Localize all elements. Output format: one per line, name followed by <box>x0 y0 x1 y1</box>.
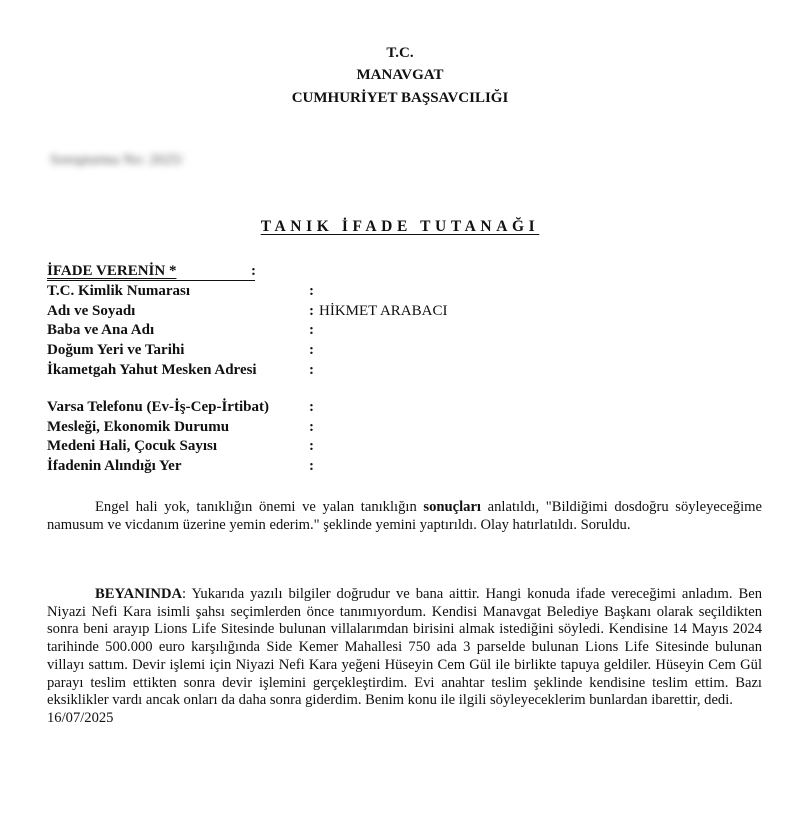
phone-label: Varsa Telefonu (Ev-İş-Cep-İrtibat) <box>47 398 269 415</box>
birth-colon: : <box>309 342 314 359</box>
oath-text-2: anlatıldı, "Bildiğimi dosdoğru söyleyeceğime namusum ve vicdanım üzerine yemin ederim." şeklinde yemini yaptırıldı. Olay hatırlatıldı. Soruldu. <box>47 499 762 533</box>
giver-underline <box>47 280 255 281</box>
address-colon: : <box>309 361 314 378</box>
statement-body: : Yukarıda yazılı bilgiler doğrudur ve bana aittir. Hangi konuda ifade vereceğimi anladım. Ben Niyazi Nefi Kara isimli şahsı seçimlerden önce tanımıyordum. Kendisi Manavgat Belediye Başkanı olarak seçildikten sonra beni arayıp Lions Life Sitesinde bulunan villalarımdan birisini almak istediğini söyledi. Kendisine 14 Mayıs 2024 tarihinde 500.000 euro karşılığında Side Kemer Mahallesi 750 ada 3 parselde bulunan Lions Life Sitesinde bulunan villayı sattım. Devir işlemi için Niyazi Nefi Kara yeğeni Hüseyin Cem Gül ile birlikte tapuya geldiler. Hüseyin Cem Gül parayı teslim ettikten sonra devir işlemini gerçekleştirdim. Evi anahtar teslim şeklinde kendisine teslim ettim. Bazı eksiklikler vardı ancak onları da daha sonra giderdim. Benim konu ile ilgili söyleyeceklerim bunlardan ibarettir, dedi. <box>47 586 762 709</box>
statement-heading: BEYANINDA <box>95 586 183 602</box>
birth-label: Doğum Yeri ve Tarihi <box>47 342 185 359</box>
oath-text-bold: sonuçları <box>423 499 481 515</box>
job-colon: : <box>309 418 314 435</box>
statement-paragraph <box>47 586 762 728</box>
name-label: Adı ve Soyadı <box>47 302 136 319</box>
header-office: CUMHURİYET BAŞSAVCILIĞI <box>291 90 509 106</box>
document-title <box>0 218 800 236</box>
parents-label: Baba ve Ana Adı <box>47 322 155 339</box>
address-label: İkametgah Yahut Mesken Adresi <box>47 361 257 378</box>
phone-colon: : <box>309 398 314 415</box>
name-colon: : <box>309 302 314 319</box>
marital-label: Medeni Hali, Çocuk Sayısı <box>47 438 218 455</box>
tc-label: T.C. Kimlik Numarası <box>47 282 191 299</box>
statement-date: 16/07/2025 <box>47 709 114 726</box>
header-tc: T.C. <box>386 45 414 61</box>
tc-colon: : <box>309 282 314 299</box>
place-colon: : <box>309 458 314 475</box>
blurred-reference-number: Soruşturma No: 2025/ <box>50 152 184 168</box>
name-value: HİKMET ARABACI <box>319 302 448 319</box>
oath-paragraph <box>47 499 762 534</box>
giver-colon: : <box>251 263 256 279</box>
place-label: İfadenin Alındığı Yer <box>47 458 182 475</box>
oath-text-1: Engel hali yok, tanıklığın önemi ve yalan tanıklığın <box>95 499 424 515</box>
document-title-text: TANIK İFADE TUTANAĞI <box>260 218 540 235</box>
header-city: MANAVGAT <box>356 67 444 83</box>
parents-colon: : <box>309 322 314 339</box>
job-label: Mesleği, Ekonomik Durumu <box>47 418 230 435</box>
giver-label: İFADE VERENİN * <box>47 263 177 279</box>
marital-colon: : <box>309 438 314 455</box>
